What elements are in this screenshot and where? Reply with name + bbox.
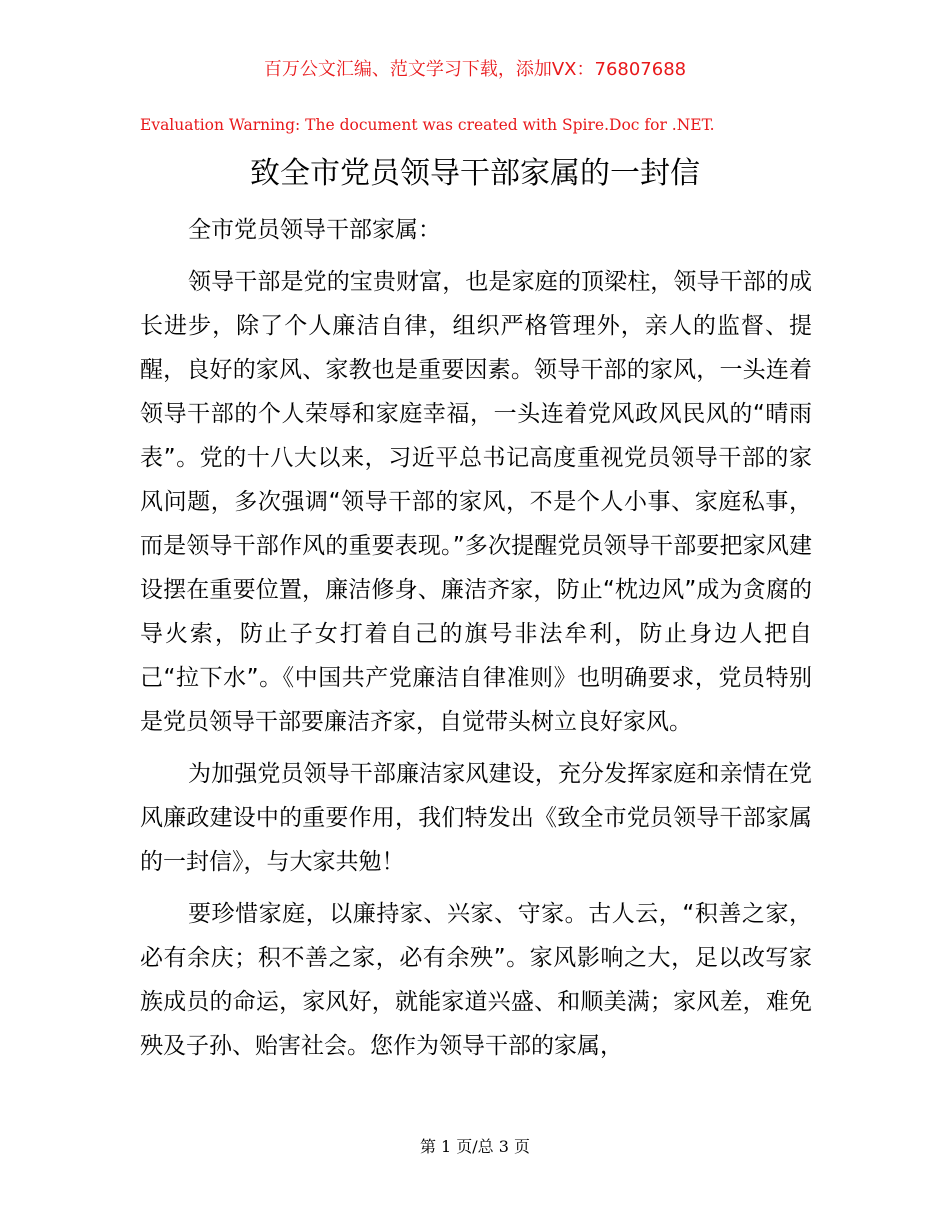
salutation: 全市党员领导干部家属：	[188, 217, 441, 243]
evaluation-warning: Evaluation Warning: The document was created with Spire.Doc for .NET.	[140, 116, 715, 134]
paragraph-1: 领导干部是党的宝贵财富，也是家庭的顶梁柱，领导干部的成长进步，除了个人廉洁自律，组织严格管理外，亲人的监督、提醒，良好的家风、家教也是重要因素。领导干部的家风，一头连着领导干部的个人荣辱和家庭幸福，一头连着党风政风民风的“晴雨表”。党的十八大以来，习近平总书记高度重视党员领导干部的家风问题，多次强调“领导干部的家风，不是个人小事、家庭私事，而是领导干部作风的重要表现。”多次提醒党员领导干部要把家风建设摆在重要位置，廉洁修身、廉洁齐家，防止“枕边风”成为贪腐的导火索，防止子女打着自己的旗号非法牟利，防止身边人把自己“拉下水”。《中国共产党廉洁自律准则》也明确要求，党员特别是党员领导干部要廉洁齐家，自觉带头树立良好家风。	[140, 269, 812, 735]
document-title: 致全市党员领导干部家属的一封信	[250, 156, 700, 191]
paragraph-3: 要珍惜家庭，以廉持家、兴家、守家。古人云，“积善之家，必有余庆；积不善之家，必有余殃”。家风影响之大，足以改写家族成员的命运，家风好，就能家道兴盛、和顺美满；家风差，难免殃及子孙、贻害社会。您作为领导干部的家属，	[140, 901, 812, 1059]
header-ad-banner: 百万公文汇编、范文学习下载，添加VX：76807688	[263, 59, 687, 80]
document-body	[140, 208, 812, 1068]
page-indicator: 第 1 页/总 3 页	[419, 1137, 531, 1156]
paragraph-2: 为加强党员领导干部廉洁家风建设，充分发挥家庭和亲情在党风廉政建设中的重要作用，我们特发出《致全市党员领导干部家属的一封信》，与大家共勉！	[140, 761, 812, 875]
